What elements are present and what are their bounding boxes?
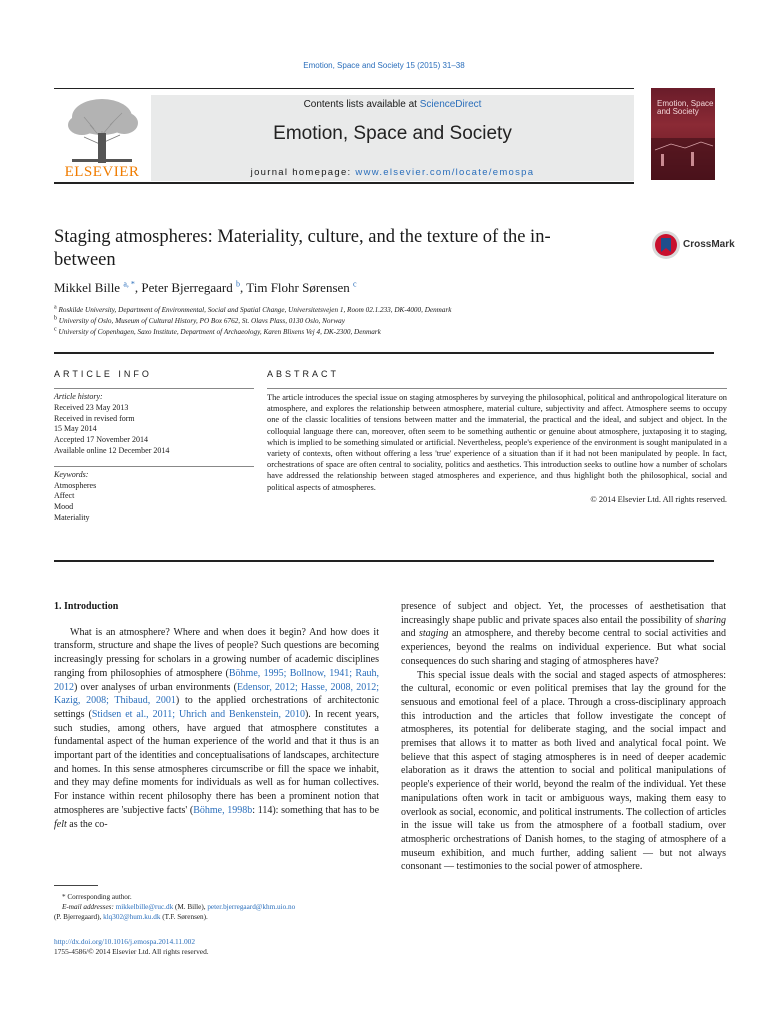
- body-paragraph: [54, 626, 379, 832]
- keywords-label: Keywords:: [54, 469, 89, 479]
- history-item: Received 23 May 2013: [54, 402, 129, 412]
- contents-available-line: [151, 99, 634, 110]
- email-link[interactable]: peter.bjerregaard@khm.uio.no: [207, 903, 296, 912]
- email-link[interactable]: mikkelbille@ruc.dk: [115, 903, 174, 912]
- body-text: What is an atmosphere? Where and when does it begin? And how does it transform, structure and shape the lives of people? Such questions are becoming increasingly pressing for scholars in a growing number of academic disciplines ranging from philosophies of atmosphere (: [54, 626, 379, 679]
- history-item: Accepted 17 November 2014: [54, 435, 148, 445]
- crossmark-icon: [651, 230, 681, 260]
- keyword-item: Mood: [54, 502, 74, 512]
- corresponding-author-note: * Corresponding author.: [62, 893, 132, 901]
- body-text: presence of subject and object. Yet, the processes of aesthetisation that increasingly shape public and private spaces also entail the possibility of: [401, 601, 726, 626]
- article-info-panel: [54, 388, 254, 524]
- doi-block: [54, 937, 209, 957]
- section-heading-introduction: 1. Introduction: [54, 601, 119, 612]
- keyword-item: Atmospheres: [54, 480, 97, 490]
- contents-prefix: Contents lists available at: [303, 99, 420, 110]
- affiliations: [54, 305, 704, 338]
- homepage-link[interactable]: www.elsevier.com/locate/emospa: [355, 167, 535, 178]
- elsevier-tree-logo-icon: [54, 95, 150, 183]
- homepage-prefix: journal homepage:: [250, 167, 356, 178]
- body-text: ). In recent years, such studies, among others, have argued that atmosphere constitutes a fundamental aspect of the human experience of the world and that it thus is an important part of the identities and conceptualisations of landscapes, architecture and homes. In this sense atmospheres circumscribe or fill the space we inhabit, and they may define moments for individuals as well as for human collectives. For instance within recent philosophy there has been a prominent notion that atmospheres are 'subjective facts' (: [54, 708, 379, 816]
- history-label: Article history:: [54, 392, 103, 401]
- affiliation-item: [54, 305, 704, 316]
- abstract-copyright: © 2014 Elsevier Ltd. All rights reserved.: [590, 494, 727, 504]
- affiliation-item: [54, 327, 704, 338]
- author-name: Peter Bjerregaard: [141, 280, 233, 295]
- issn-copyright: 1755-4586/© 2014 Elsevier Ltd. All rights reserved.: [54, 947, 209, 957]
- affiliation-key: c: [54, 326, 57, 333]
- journal-header: [54, 88, 634, 184]
- article-title: Staging atmospheres: Materiality, culture, and the texture of the in-between: [54, 227, 551, 270]
- body-text: ) to the applied orchestrations of architectonic settings (: [54, 695, 379, 720]
- keyword-item: Affect: [54, 491, 75, 501]
- journal-banner: [151, 95, 634, 181]
- journal-homepage-line: [151, 167, 634, 178]
- author-name: Mikkel Bille: [54, 280, 121, 295]
- email-owner: (T.F. Sørensen).: [160, 913, 208, 922]
- email-owner: (P. Bjerregaard),: [54, 913, 104, 922]
- article-info-heading: ARTICLE INFO: [54, 369, 152, 379]
- crossmark-badge[interactable]: [651, 230, 735, 260]
- body-text: as the co-: [66, 818, 108, 830]
- author-affiliation-mark[interactable]: c: [353, 279, 357, 289]
- doi-link[interactable]: http://dx.doi.org/10.1016/j.emospa.2014.11.002: [54, 937, 196, 946]
- abstract-text: The article introduces the special issue on staging atmospheres by surveying the philosophical, political and anthropological literature on atmosphere, and explores the relationship between atmosphere, material culture, subjectivity and affect. Atmosphere seems to occupy one of the classic localities of tensions between matter and the immaterial, the practical and the ideal, and subject and object. In the colloquial language there can, moreover, often seem to be something authentic or genuine about atmosphere, juxtaposing it to staging, which is implied to be something simulated or artificial. Nevertheless, people's experience of the environment is sought manipulated in a variety of contexts, often without offering a less 'true' experience of a situation than if it had not been manipulated by people. In fact, orchestrations of space are often central to sociality, politics and aesthetics. This introduction seeks to outline how a number of scholars have addressed the relationship between staged atmospheres and experience, and thus highlight both the philosophical, social and political aspects of atmospheres.: [267, 393, 727, 492]
- email-note-cont: [54, 912, 384, 922]
- citation-link[interactable]: Edensor, 2012; Hasse, 2008, 2012; Kazig, 2008; Thibaud, 2001: [54, 681, 379, 707]
- keywords-block: [54, 466, 254, 524]
- journal-title: Emotion, Space and Society: [273, 123, 512, 144]
- footnotes: [54, 892, 384, 923]
- section-divider: [54, 560, 714, 562]
- author-list: Mikkel Bille $^{a, *}$, Peter Bjerregaard $^b$, Tim Flohr Sørensen $^c$: [54, 279, 357, 295]
- body-text: and: [401, 628, 419, 640]
- journal-citation[interactable]: Emotion, Space and Society 15 (2015) 31–38: [303, 61, 465, 70]
- body-column-right: [401, 600, 726, 874]
- body-text: ) over analyses of urban environments (: [74, 681, 237, 693]
- keyword-item: Materiality: [54, 512, 90, 522]
- affiliation-text: Roskilde University, Department of Environmental, Social and Spatial Change, Universitetsvejen 1, Room 02.1.233, DK-4000, Denmark: [58, 306, 452, 314]
- journal-cover-thumbnail[interactable]: [651, 88, 715, 180]
- citation-link[interactable]: Stidsen et al., 2011; Uhrich and Benkenstein, 2010: [91, 708, 305, 720]
- abstract-panel: [267, 388, 727, 505]
- body-paragraph: [401, 600, 726, 669]
- affiliation-key: a: [54, 304, 57, 311]
- citation-link[interactable]: Böhme, 1995; Bollnow, 1941; Rauh, 2012: [54, 667, 380, 693]
- history-item: Received in revised form: [54, 413, 135, 423]
- affiliation-item: [54, 316, 704, 327]
- body-column-left: [54, 600, 379, 831]
- cover-title: Emotion, Space and Society: [657, 99, 714, 117]
- footnote-divider: [54, 885, 98, 886]
- section-divider: [54, 352, 714, 354]
- author-name: Tim Flohr Sørensen: [246, 280, 350, 295]
- email-owner: (M. Bille),: [173, 903, 208, 912]
- author-affiliation-mark[interactable]: b: [235, 279, 240, 289]
- body-emphasis: sharing: [695, 614, 726, 626]
- email-link[interactable]: klq302@hum.ku.dk: [103, 913, 161, 922]
- body-paragraph: This special issue deals with the social and staged aspects of atmospheres: the cultural, economic or even political premises that lay the ground for the sensuous and emotional feel of a place. Through a cross-disciplinary approach this introduction and the articles that follow investigate the concept of atmospheres, its potential for deliberate staging, and the social impact and premises that allows it to matter as both lived and analytical focal point. We believe that this aspect of staging atmospheres is in need of deeper academic elaboration as it draws the attention to social and political manipulations of people's experience of their world, beyond the realm of the individual. Yet these manipulations often work in tacit or ambiguous ways, making them easy to overlook as social, economic, and political instruments. The collection of articles in the issue will take us from the atmosphere of a football stadium, over atmospheric orchestrations of Danish homes, to the staging of atmosphere of a museum exhibition, and much further, adding salient — but not always consonant — testimonies to the social power of atmosphere.: [401, 669, 726, 873]
- affiliation-text: University of Oslo, Museum of Cultural History, PO Box 6762, St. Olavs Plass, 0130 Oslo, Norway: [58, 317, 345, 325]
- body-text: : 114): something that has to be: [252, 804, 380, 816]
- affiliation-text: University of Copenhagen, Saxo Institute, Department of Archaeology, Karen Blixens Vej 4, DK-2300, Denmark: [58, 328, 381, 336]
- body-emphasis: felt: [54, 818, 67, 830]
- citation-link[interactable]: Böhme, 1998b: [193, 804, 253, 816]
- history-item: Available online 12 December 2014: [54, 445, 170, 455]
- email-label: E-mail addresses:: [62, 903, 116, 912]
- crossmark-label: CrossMark: [683, 239, 735, 250]
- abstract-heading: ABSTRACT: [267, 369, 340, 379]
- affiliation-key: b: [54, 315, 57, 322]
- history-item: 15 May 2014: [54, 424, 97, 434]
- body-emphasis: staging: [418, 628, 449, 640]
- author-affiliation-mark[interactable]: a, *: [123, 279, 135, 289]
- elsevier-wordmark: ELSEVIER: [64, 164, 140, 180]
- email-note: [54, 902, 384, 912]
- sciencedirect-link[interactable]: ScienceDirect: [419, 99, 482, 110]
- body-text: an atmosphere, and thereby become central to social activities and experiences, beyond the realms on individual experience. But what social consequences do such sharing and staging of atmospheres have?: [401, 628, 726, 667]
